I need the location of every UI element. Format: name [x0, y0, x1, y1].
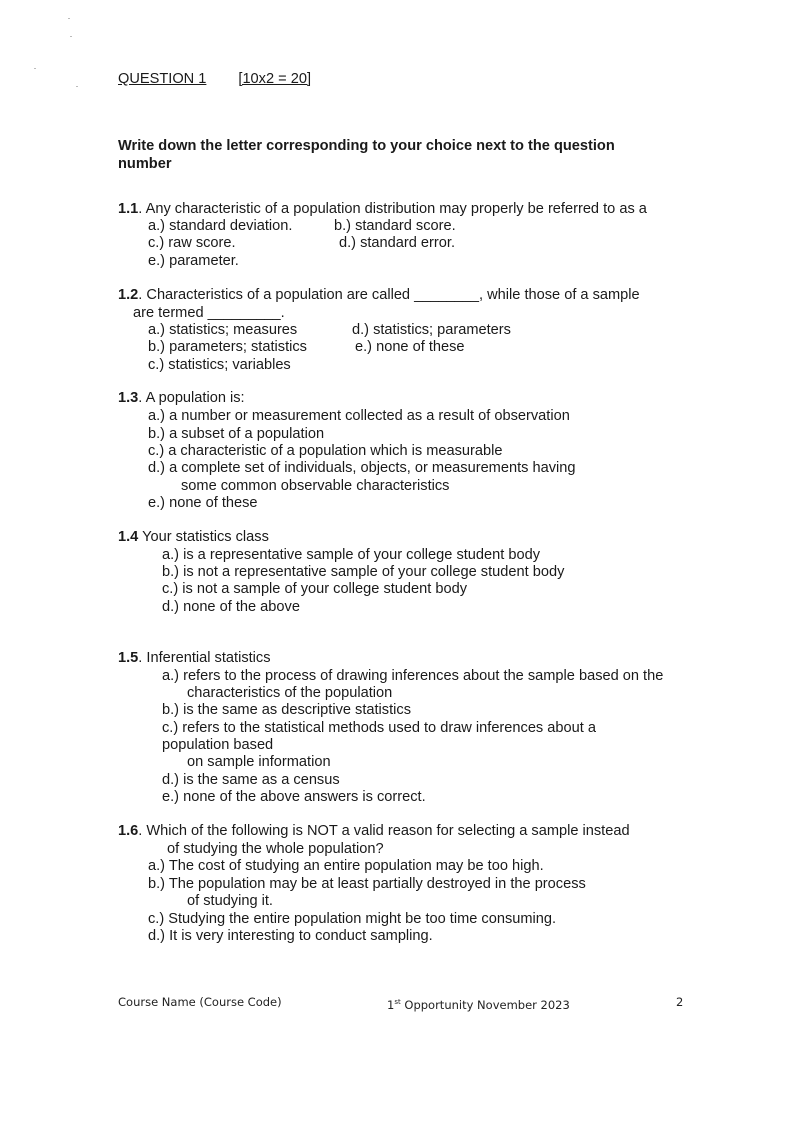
option: c.) raw score. — [148, 235, 236, 251]
question-stem: . Which of the following is NOT a valid reason for selecting a sample instead — [138, 823, 630, 839]
option: c.) statistics; variables — [148, 357, 291, 373]
option-cont: of studying it. — [187, 893, 273, 909]
question-heading — [118, 71, 311, 88]
option: d.) none of the above — [162, 599, 300, 615]
question-1-6 — [118, 823, 630, 840]
option: d.) It is very interesting to conduct sampling. — [148, 928, 433, 944]
page-number: 2 — [676, 995, 684, 1009]
option: b.) a subset of a population — [148, 426, 325, 442]
option: b.) is not a representative sample of your college student body — [162, 564, 565, 580]
question-stem: Your statistics class — [138, 529, 269, 545]
question-stem: . Characteristics of a population are called ________, while those of a sample — [138, 287, 640, 303]
option: c.) Studying the entire population might be too time consuming. — [148, 911, 557, 927]
question-number: 1.5 — [118, 650, 139, 666]
question-1-2 — [118, 287, 640, 304]
question-stem: . A population is: — [138, 390, 245, 406]
question-number: 1.6 — [118, 823, 139, 839]
question-number: 1.3 — [118, 390, 139, 406]
question-1-1 — [118, 201, 647, 218]
option: b.) The population may be at least partially destroyed in the process — [148, 876, 586, 892]
option-cont: on sample information — [187, 754, 331, 770]
option: a.) standard deviation. — [148, 218, 293, 234]
opportunity-number: 1 — [387, 997, 395, 1012]
option: d.) a complete set of individuals, objects, or measurements having — [148, 460, 576, 476]
instruction-line: Write down the letter corresponding to your choice next to the question — [118, 138, 615, 154]
option: b.) is the same as descriptive statistics — [162, 702, 411, 718]
question-1-5 — [118, 650, 271, 667]
instruction-line: number — [118, 156, 172, 172]
question-label: QUESTION 1 — [118, 71, 207, 87]
option: e.) none of these — [148, 495, 258, 511]
option: c.) a characteristic of a population which is measurable — [148, 443, 503, 459]
option: a.) is a representative sample of your college student body — [162, 547, 541, 563]
option: e.) none of these — [355, 339, 465, 355]
footer-course: Course Name (Course Code) — [118, 995, 282, 1009]
option: e.) parameter. — [148, 253, 239, 269]
question-1-4 — [118, 529, 269, 546]
option: e.) none of the above answers is correct. — [162, 789, 426, 805]
option: d.) standard error. — [339, 235, 455, 251]
option-cont: characteristics of the population — [187, 685, 393, 701]
question-1-3 — [118, 390, 245, 407]
question-number: 1.1 — [118, 201, 139, 217]
option: a.) The cost of studying an entire population may be too high. — [148, 858, 544, 874]
question-stem-cont: of studying the whole population? — [167, 841, 384, 857]
question-number: 1.2 — [118, 287, 139, 303]
opportunity-suffix: st — [394, 998, 401, 1006]
option-cont: some common observable characteristics — [181, 478, 450, 494]
question-stem-cont: are termed _________. — [133, 305, 285, 321]
option: c.) is not a sample of your college student body — [162, 581, 468, 597]
question-number: 1.4 — [118, 529, 139, 545]
option: c.) refers to the statistical methods used to draw inferences about a — [162, 720, 596, 736]
option: b.) standard score. — [334, 218, 456, 234]
question-marks: [10x2 = 20] — [238, 71, 312, 87]
question-stem: . Inferential statistics — [138, 650, 271, 666]
option-cont: population based — [162, 737, 274, 753]
option: d.) statistics; parameters — [352, 322, 511, 338]
option: d.) is the same as a census — [162, 772, 340, 788]
footer-opportunity — [387, 994, 570, 1014]
opportunity-text: Opportunity November 2023 — [400, 997, 570, 1012]
question-stem: . Any characteristic of a population distribution may properly be referred to as a — [138, 201, 647, 217]
option: b.) parameters; statistics — [148, 339, 307, 355]
option: a.) a number or measurement collected as a result of observation — [148, 408, 570, 424]
option: a.) refers to the process of drawing inferences about the sample based on the — [162, 668, 664, 684]
option: a.) statistics; measures — [148, 322, 298, 338]
